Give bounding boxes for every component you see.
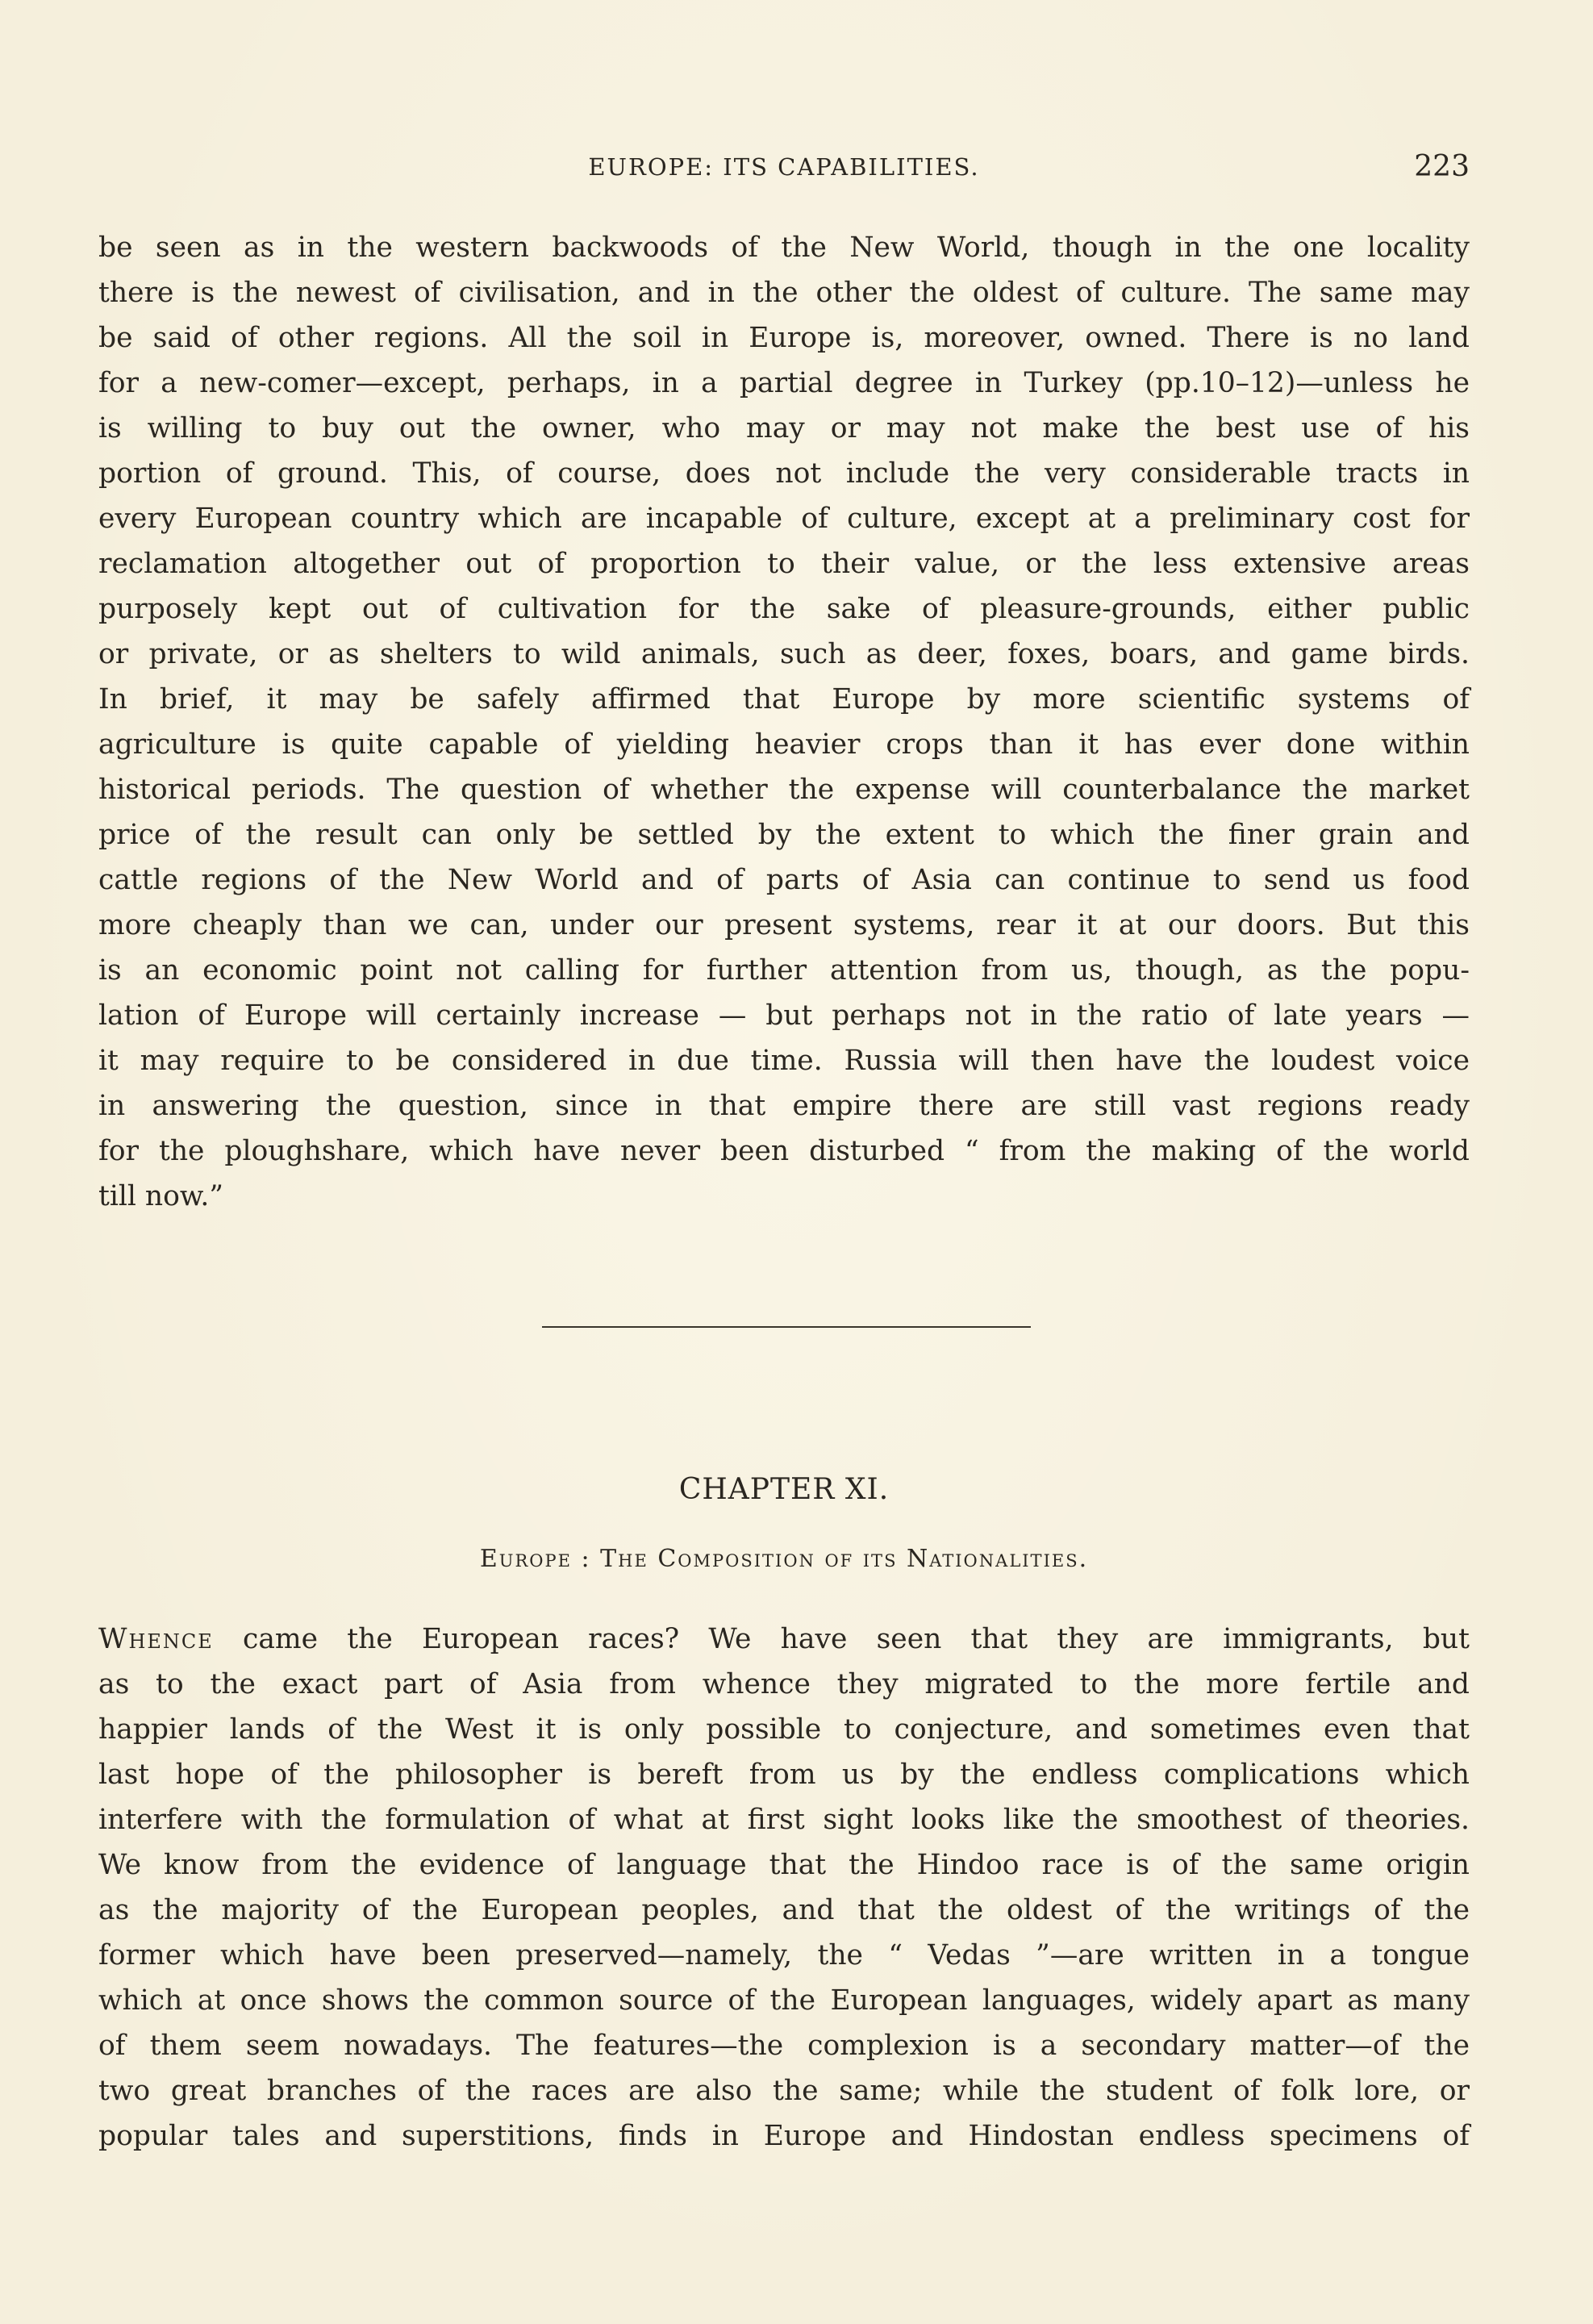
text-line: interfere with the formulation of what at first sight looks like the smoothest of theories.	[98, 1804, 1470, 1836]
text-line: more cheaply than we can, under our present systems, rear it at our doors. But this	[98, 909, 1470, 941]
page-number: 223	[1414, 150, 1470, 183]
text-line: former which have been preserved—namely, the “ Vedas ”—are written in a tongue	[98, 1939, 1470, 1971]
text-line: agriculture is quite capable of yielding heavier crops than it has ever done within	[98, 728, 1470, 761]
text-line: in answering the question, since in that empire there are still vast regions ready	[98, 1090, 1470, 1122]
text-line: In brief, it may be safely affirmed that Europe by more scientific systems of	[98, 683, 1470, 716]
text-line: portion of ground. This, of course, does not include the very considerable tracts in	[98, 457, 1470, 490]
text-line: last hope of the philosopher is bereft from us by the endless complications which	[98, 1759, 1470, 1791]
running-title: EUROPE: ITS CAPABILITIES.	[588, 153, 980, 181]
text-line: is willing to buy out the owner, who may or may not make the best use of his	[98, 412, 1470, 444]
text-line: every European country which are incapable of culture, except at a preliminary cost for	[98, 503, 1470, 535]
paragraph-continuation	[98, 225, 1470, 1219]
text-line: as to the exact part of Asia from whence they migrated to the more fertile and	[98, 1668, 1470, 1700]
text-line: happier lands of the West it is only possible to conjecture, and sometimes even that	[98, 1713, 1470, 1746]
text-line: be said of other regions. All the soil in Europe is, moreover, owned. There is no land	[98, 322, 1470, 354]
text-line: of them seem nowadays. The features—the complexion is a secondary matter—of the	[98, 2030, 1470, 2062]
text-line: cattle regions of the New World and of parts of Asia can continue to send us food	[98, 864, 1470, 896]
text-line: purposely kept out of cultivation for the sake of pleasure-grounds, either public	[98, 593, 1470, 625]
text-line: historical periods. The question of whether the expense will counterbalance the market	[98, 774, 1470, 806]
text-line: as the majority of the European peoples, and that the oldest of the writings of the	[98, 1894, 1470, 1926]
text-line: be seen as in the western backwoods of the New World, though in the one locality	[98, 232, 1470, 264]
section-divider	[542, 1326, 1031, 1328]
chapter-title: CHAPTER XI.	[678, 1473, 890, 1506]
text-line: for the ploughshare, which have never been disturbed “ from the making of the world	[98, 1135, 1470, 1167]
text-line: till now.”	[98, 1180, 223, 1212]
text-line: reclamation altogether out of proportion to their value, or the less extensive areas	[98, 548, 1470, 580]
text-line: which at once shows the common source of the European languages, widely apart as many	[98, 1984, 1470, 2017]
text-line: for a new-comer—except, perhaps, in a partial degree in Turkey (pp.10–12)—unless he	[98, 367, 1470, 399]
text-line: there is the newest of civilisation, and in the other the oldest of culture. The same may	[98, 277, 1470, 309]
first-line-text: came the European races? We have seen that they are immigrants, but	[213, 1623, 1470, 1655]
text-line: two great branches of the races are also the same; while the student of folk lore, or	[98, 2075, 1470, 2107]
text-line: lation of Europe will certainly increase — but perhaps not in the ratio of late years —	[98, 999, 1470, 1032]
running-head	[98, 150, 1470, 189]
text-line: or private, or as shelters to wild animals, such as deer, foxes, boars, and game birds.	[98, 638, 1470, 670]
text-line: it may require to be considered in due time. Russia will then have the loudest voice	[98, 1045, 1470, 1077]
chapter-body	[98, 1617, 1470, 2159]
text-line: We know from the evidence of language that the Hindoo race is of the same origin	[98, 1849, 1470, 1881]
text-line: is an economic point not calling for further attention from us, though, as the popu-	[98, 954, 1470, 987]
text-line: popular tales and superstitions, finds in Europe and Hindostan endless specimens of	[98, 2120, 1470, 2152]
text-line-first	[98, 1617, 1470, 1662]
chapter-subtitle: Europe : The Composition of its Nationalities.	[479, 1545, 1089, 1573]
text-line: price of the result can only be settled by the extent to which the finer grain and	[98, 819, 1470, 851]
opening-word: Whence	[98, 1623, 214, 1655]
